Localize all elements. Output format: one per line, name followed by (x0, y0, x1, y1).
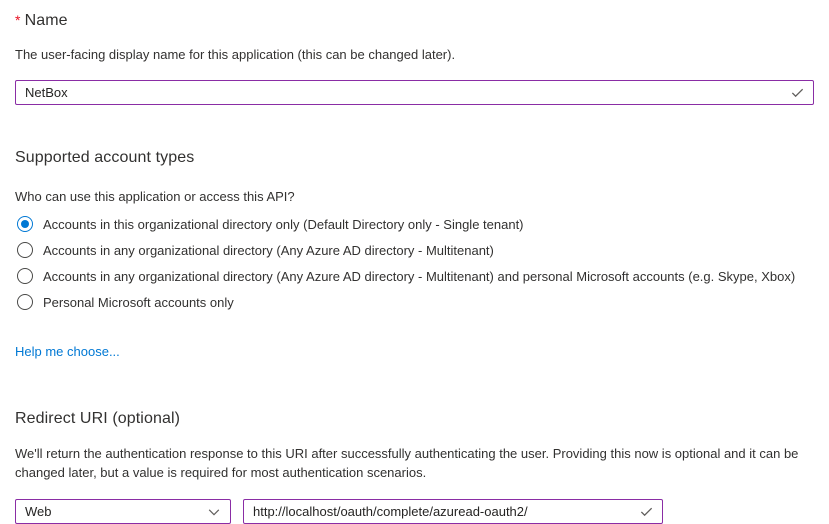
radio-option-label: Accounts in this organizational directory only (Default Directory only - Single tenant) (43, 216, 524, 232)
name-input-container (15, 80, 814, 105)
name-section-title (15, 0, 814, 30)
account-types-radio-group (15, 215, 814, 311)
radio-button-icon[interactable] (17, 242, 33, 258)
checkmark-icon (638, 504, 654, 520)
redirect-uri-input-container (243, 499, 663, 524)
checkmark-icon (789, 85, 805, 101)
radio-option-personal-only[interactable] (15, 293, 814, 311)
radio-option-single-tenant[interactable] (15, 215, 814, 233)
required-asterisk: * (15, 12, 21, 28)
chevron-down-icon (206, 504, 222, 520)
platform-select[interactable] (15, 499, 231, 524)
platform-select-value: Web (25, 504, 52, 519)
redirect-uri-title: Redirect URI (optional) (15, 410, 181, 427)
name-input[interactable] (16, 81, 789, 104)
radio-button-icon[interactable] (17, 294, 33, 310)
redirect-uri-input[interactable] (244, 500, 638, 523)
radio-button-icon[interactable] (17, 216, 33, 232)
radio-button-icon[interactable] (17, 268, 33, 284)
radio-option-label: Accounts in any organizational directory (Any Azure AD directory - Multitenant) (43, 242, 494, 258)
redirect-uri-row (15, 499, 814, 524)
account-types-title: Supported account types (15, 149, 195, 166)
redirect-uri-description: We'll return the authentication response to this URI after successfully authenticating the user. Providing this now is optional and it can be changed later, but a value is required for most authentication scenarios. (15, 446, 799, 480)
account-types-question: Who can use this application or access this API? (15, 189, 295, 204)
radio-option-multitenant[interactable] (15, 241, 814, 259)
name-description: The user-facing display name for this application (this can be changed later). (15, 47, 456, 62)
name-label: Name (24, 12, 68, 29)
radio-option-label: Accounts in any organizational directory (Any Azure AD directory - Multitenant) and personal Microsoft accounts (e.g. Skype, Xbox) (43, 268, 796, 284)
help-me-choose-link[interactable]: Help me choose... (15, 344, 120, 359)
radio-option-multitenant-personal[interactable] (15, 267, 814, 285)
radio-option-label: Personal Microsoft accounts only (43, 294, 234, 310)
